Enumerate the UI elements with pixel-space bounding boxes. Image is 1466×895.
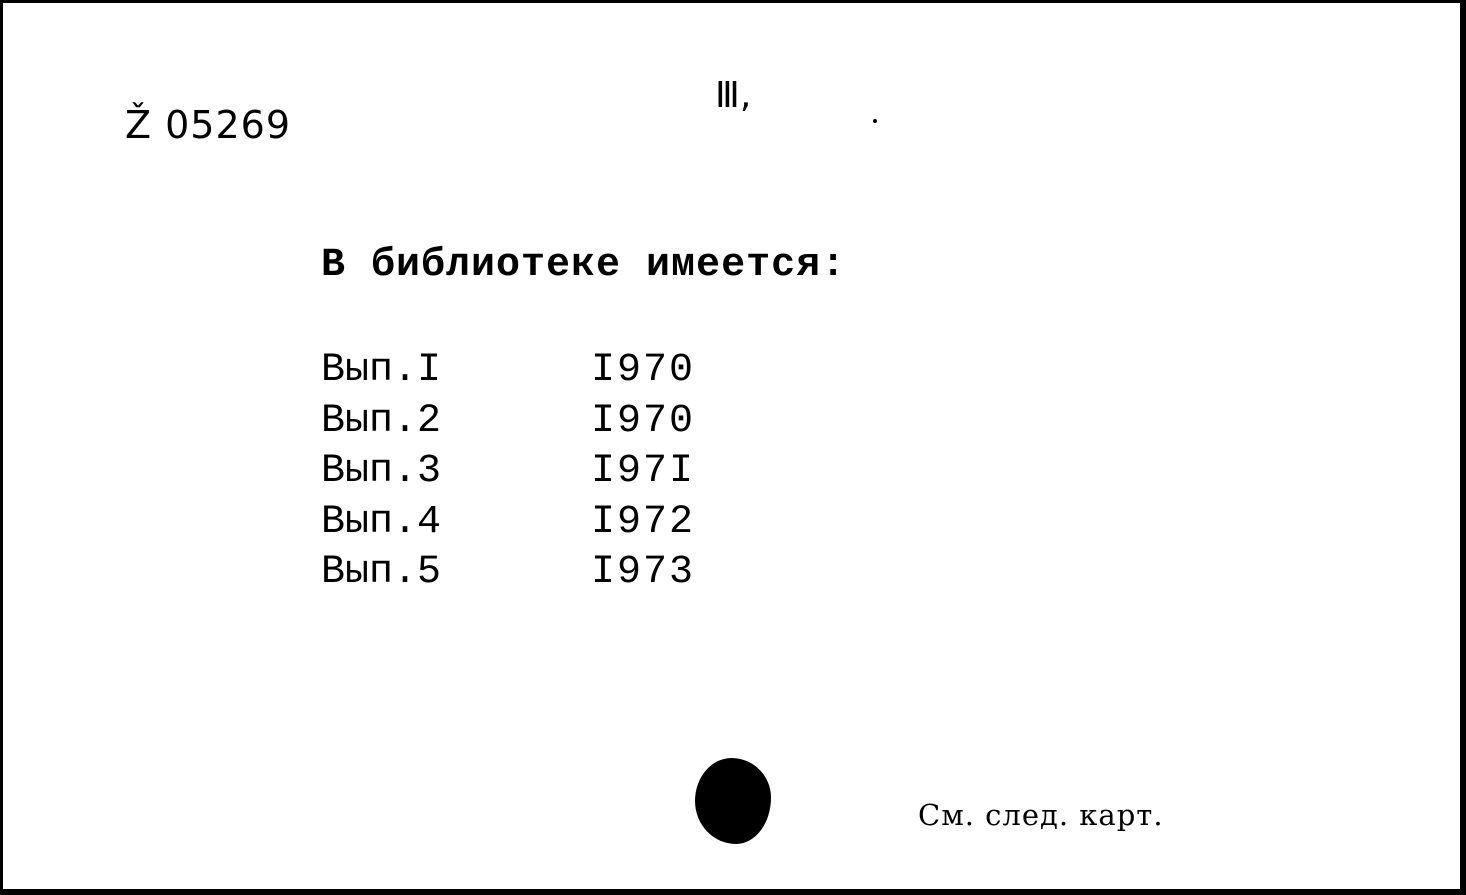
catalog-card xyxy=(3,3,1460,889)
punch-hole xyxy=(695,758,771,844)
issue-year: I97I xyxy=(591,449,696,494)
issue-label: Вып.I xyxy=(321,348,442,393)
holding-row xyxy=(321,397,695,448)
see-next-card-note: См. след. карт. xyxy=(918,798,1164,832)
holding-row xyxy=(321,447,695,498)
issue-year: I972 xyxy=(591,499,696,545)
issue-year: I970 xyxy=(591,398,696,444)
issue-label: Вып.3 xyxy=(321,449,442,494)
issue-label: Вып.2 xyxy=(321,398,442,444)
holding-row xyxy=(321,346,695,397)
issue-label: Вып.5 xyxy=(321,550,442,595)
issue-year: I973 xyxy=(591,550,696,595)
holdings-heading: В библиотеке имеется: xyxy=(321,243,847,288)
issue-label: Вып.4 xyxy=(321,499,442,545)
holding-row xyxy=(321,548,695,599)
issue-year: I970 xyxy=(591,348,696,393)
call-number: Ž 05269 xyxy=(125,103,291,147)
holdings-list xyxy=(321,346,695,599)
holding-row xyxy=(321,498,695,549)
ink-speck xyxy=(873,119,877,123)
handwritten-mark: Ⅲ, xyxy=(715,75,752,116)
